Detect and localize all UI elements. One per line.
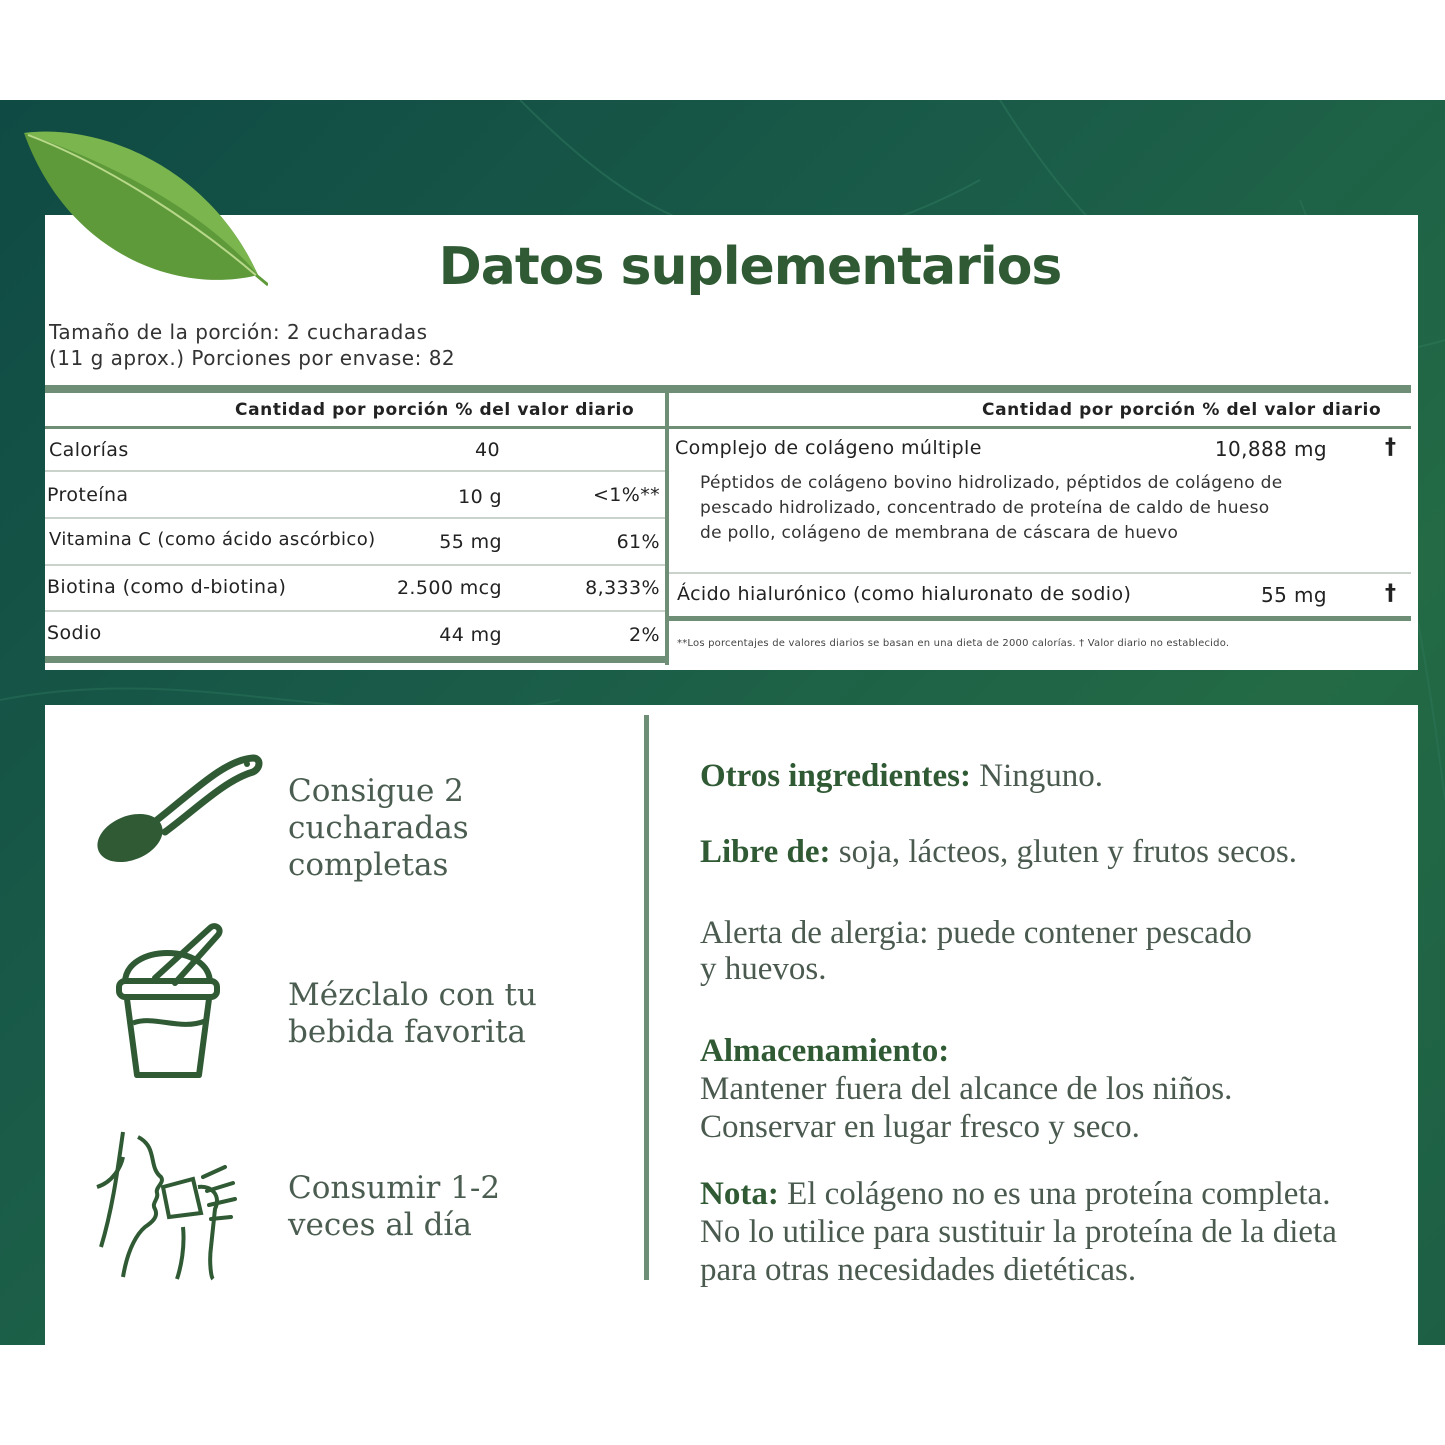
nutrient-amount: 44 mg xyxy=(439,624,502,646)
free-from-label: Libre de: xyxy=(700,834,831,870)
nutrient-amount: 40 xyxy=(475,439,500,461)
nutrient-name: Calorías xyxy=(49,439,129,461)
left-header-rule xyxy=(45,426,665,429)
nutrient-amount: 2.500 mcg xyxy=(396,577,502,599)
right-table-header: Cantidad por porción % del valor diario xyxy=(982,400,1382,420)
step-line: Consigue 2 xyxy=(288,773,464,809)
nutrient-dv: 61% xyxy=(616,531,660,553)
allergy-alert xyxy=(700,915,1390,987)
servings-per-container: (11 g aprox.) Porciones por envase: 82 xyxy=(49,346,456,370)
hyaluronic-acid-name: Ácido hialurónico (como hialuronato de sodio) xyxy=(677,583,1132,605)
right-header-rule xyxy=(669,426,1411,429)
collagen-description xyxy=(700,471,1282,546)
dagger-mark: † xyxy=(1385,581,1397,606)
step-text xyxy=(288,977,537,1051)
step-text xyxy=(288,773,469,884)
note-line: El colágeno no es una proteína completa. xyxy=(778,1176,1331,1212)
top-divider xyxy=(45,385,1411,393)
description-line: pescado hidrolizado, concentrado de proteína de caldo de hueso xyxy=(700,498,1270,518)
step-line: cucharadas xyxy=(288,810,469,846)
nutrient-name: Sodio xyxy=(47,622,102,644)
nutrient-dv: <1%** xyxy=(592,484,660,506)
collagen-complex-amount: 10,888 mg xyxy=(1214,437,1327,461)
nutrient-dv: 8,333% xyxy=(585,577,660,599)
step-line: bebida favorita xyxy=(288,1014,526,1050)
right-bottom-bar xyxy=(669,616,1411,621)
other-ingredients-value: Ninguno. xyxy=(971,758,1104,794)
storage-line: Mantener fuera del alcance de los niños. xyxy=(700,1071,1233,1107)
dagger-mark: † xyxy=(1385,435,1397,460)
nutrient-name: Biotina (como d-biotina) xyxy=(47,576,287,598)
note-label: Nota: xyxy=(700,1176,779,1212)
nutrient-name: Proteína xyxy=(47,484,129,506)
note-line: No lo utilice para sustituir la proteína de la dieta xyxy=(700,1214,1337,1250)
description-line: de pollo, colágeno de membrana de cáscara de huevo xyxy=(700,523,1179,543)
drinking-person-icon xyxy=(93,1127,248,1282)
free-from-value: soja, lácteos, gluten y frutos secos. xyxy=(830,834,1297,870)
allergy-line: Alerta de alergia: puede contener pescado xyxy=(700,915,1252,951)
description-line: Péptidos de colágeno bovino hidrolizado, péptidos de colágeno de xyxy=(700,473,1283,493)
usage-divider xyxy=(644,715,649,1280)
leaf-icon xyxy=(18,125,268,295)
serving-info xyxy=(49,319,455,371)
spoon-icon xyxy=(95,750,265,870)
collagen-complex-name: Complejo de colágeno múltiple xyxy=(675,437,982,459)
cup-icon xyxy=(115,923,225,1083)
left-bottom-bar xyxy=(45,656,665,663)
hyaluronic-acid-amount: 55 mg xyxy=(1261,583,1327,607)
step-line: Consumir 1-2 xyxy=(288,1170,501,1206)
row-rule xyxy=(45,470,665,472)
storage xyxy=(700,1032,1390,1146)
storage-label: Almacenamiento: xyxy=(700,1033,950,1069)
nutrient-name: Vitamina C (como ácido ascórbico) xyxy=(49,529,376,550)
page-title: Datos suplementarios xyxy=(438,237,1062,297)
storage-line: Conservar en lugar fresco y seco. xyxy=(700,1109,1140,1145)
row-rule xyxy=(669,572,1411,574)
allergy-line: y huevos. xyxy=(700,951,827,987)
footnote: **Los porcentajes de valores diarios se basan en una dieta de 2000 calorías. † Valor diario no establecido. xyxy=(677,638,1230,649)
nutrient-amount: 55 mg xyxy=(439,531,502,553)
left-table-header: Cantidad por porción % del valor diario xyxy=(235,400,635,420)
nutrient-amount: 10 g xyxy=(458,486,502,508)
row-rule xyxy=(45,610,665,612)
note-line: para otras necesidades dietéticas. xyxy=(700,1252,1137,1288)
row-rule xyxy=(45,517,665,519)
serving-size: Tamaño de la porción: 2 cucharadas xyxy=(49,320,428,344)
note xyxy=(700,1175,1390,1289)
usage-panel xyxy=(45,705,1418,1345)
row-rule xyxy=(45,564,665,566)
step-line: completas xyxy=(288,847,449,883)
other-ingredients-label: Otros ingredientes: xyxy=(700,758,972,794)
step-text xyxy=(288,1170,500,1244)
free-from xyxy=(700,833,1390,871)
other-ingredients xyxy=(700,757,1390,795)
step-line: veces al día xyxy=(288,1207,472,1243)
step-line: Mézclalo con tu xyxy=(288,977,537,1013)
column-divider xyxy=(665,393,669,665)
nutrient-dv: 2% xyxy=(629,624,660,646)
